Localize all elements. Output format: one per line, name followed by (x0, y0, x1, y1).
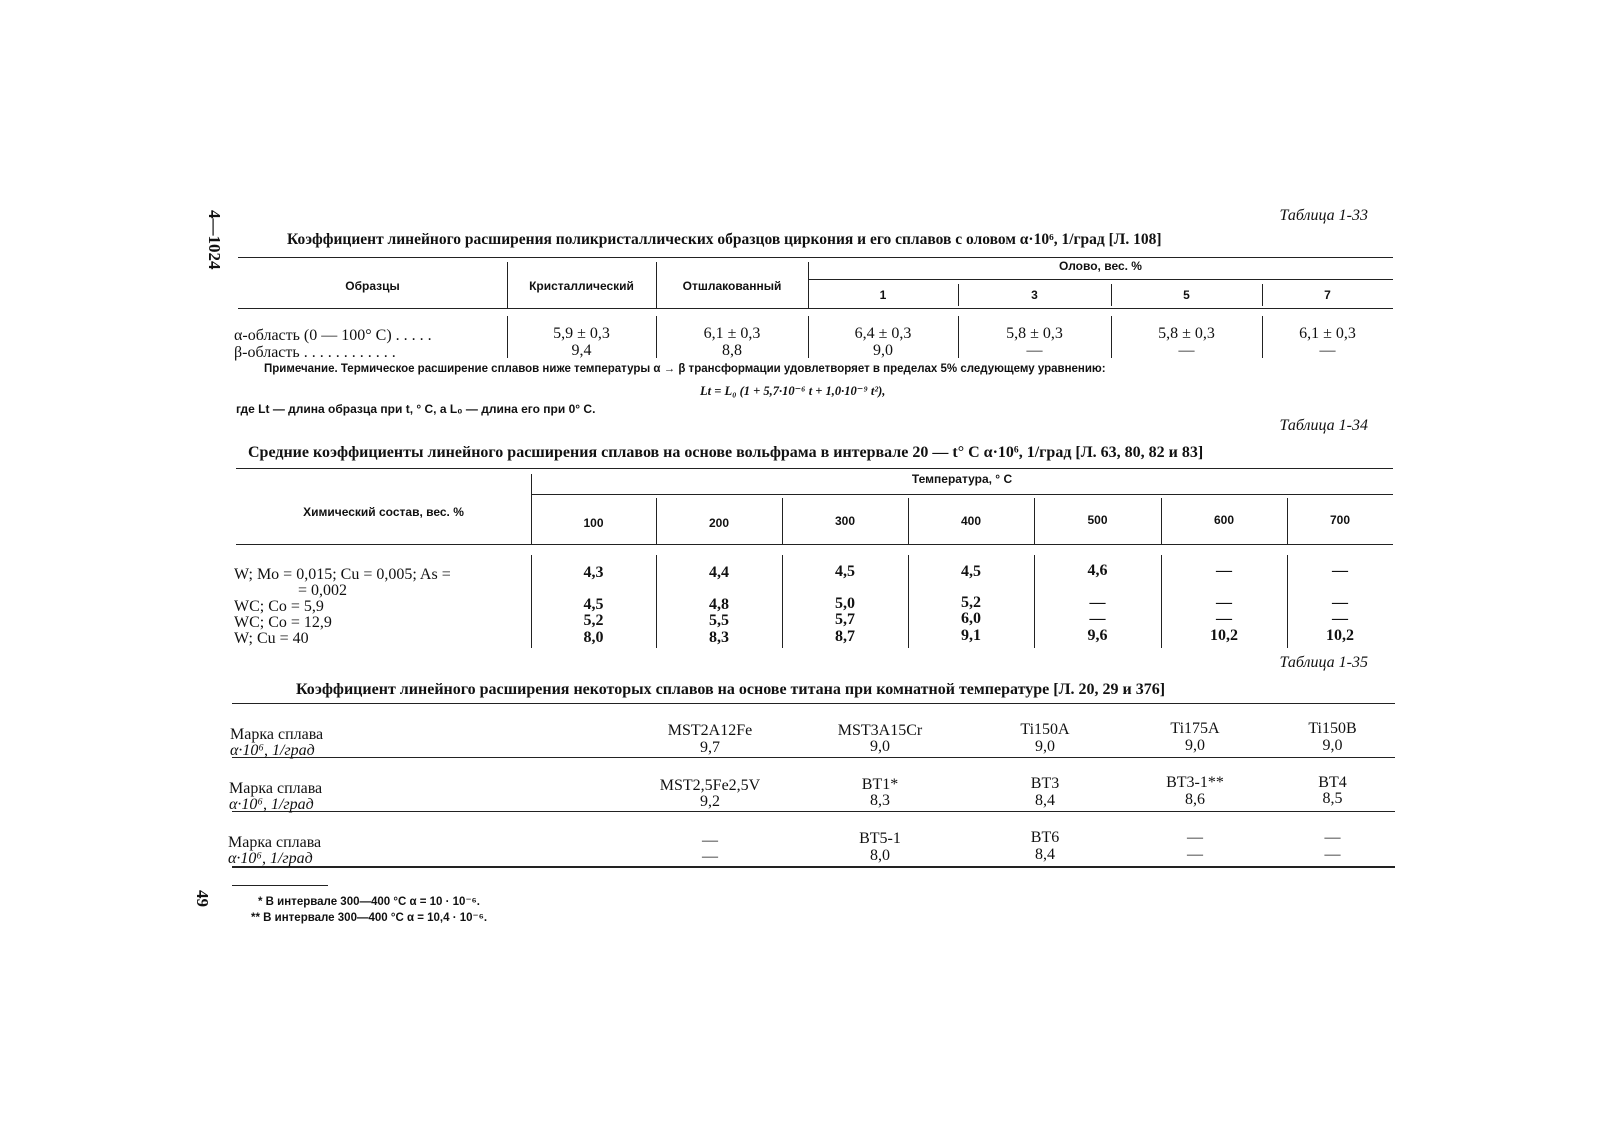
footnote: * В интервале 300—400 °C α = 10 · 10⁻⁶. (258, 896, 481, 908)
table-34-title: Средние коэффициенты линейного расширения сплавов на основе вольфрама в интервале 20 — t° C α·10⁶, 1/град [Л. 63, 80, 82 и 83] (248, 444, 1204, 461)
table-33-title: Коэффициент линейного расширения поликристаллических образцов циркония и его сплавов с оловом α·10⁶, 1/град [Л. 108] (287, 231, 1162, 248)
t35-row-label-alpha: α·10⁶, 1/град (229, 796, 314, 813)
t33-tin-col: 3 (1031, 288, 1038, 302)
t34-cell: 4,3 (583, 564, 604, 581)
t34-temp-col: 700 (1329, 513, 1351, 527)
t34-cell: — (1216, 594, 1232, 611)
t34-cell: 5,2 (961, 594, 981, 611)
t33-top-rule (238, 257, 1393, 258)
t33-col-slag: Отшлакованный (682, 279, 782, 293)
t33-tin-col: 7 (1324, 288, 1331, 302)
t34-row-label: W; Cu = 40 (234, 630, 309, 647)
t34-cell: 6,0 (961, 610, 981, 627)
t33-tin-col: 1 (879, 288, 887, 302)
t35-value: 8,6 (1185, 791, 1205, 808)
t35-value: 8,5 (1322, 790, 1343, 807)
t33-cell: — (1026, 342, 1043, 359)
t34-cell: 5,2 (583, 612, 604, 629)
t35-grade: BT3-1** (1166, 774, 1224, 791)
t33-where: где Lt — длина образца при t, ° C, а L₀ — длина его при 0° C. (236, 402, 596, 416)
t34-cell: — (1216, 610, 1232, 627)
t35-grade: — (1187, 829, 1203, 846)
t34-cell: 5,5 (709, 612, 729, 629)
t33-cell: — (1319, 342, 1336, 359)
t35-grade: BT6 (1030, 829, 1060, 846)
t35-grade: MST3A15Cr (837, 722, 923, 739)
t35-grade: BT4 (1318, 774, 1347, 791)
t33-cell: 5,8 ± 0,3 (1006, 325, 1063, 342)
t34-cell: 4,5 (583, 596, 604, 613)
t34-cell: 4,4 (709, 564, 729, 581)
t34-cell: — (1216, 562, 1232, 579)
t35-value: 9,0 (1322, 737, 1343, 754)
t34-vline (531, 474, 532, 544)
t35-value: 9,0 (1035, 738, 1055, 755)
t34-temp-col: 200 (708, 516, 730, 530)
table-35-label: Таблица 1-35 (1279, 654, 1368, 671)
t35-grade: MST2,5Fe2,5V (659, 777, 761, 794)
t35-grade: MST2A12Fe (667, 722, 753, 739)
t35-value: 9,7 (700, 739, 720, 756)
t35-grade: Ti175A (1170, 720, 1220, 737)
t35-value: 9,2 (700, 793, 720, 810)
t34-cell: 4,6 (1087, 562, 1108, 579)
t34-temp-col: 300 (834, 514, 856, 528)
page-number: 49 (193, 890, 212, 907)
t33-row-label: β-область . . . . . . . . . . . . (234, 344, 396, 361)
t34-col-chem: Химический состав, вес. % (303, 505, 464, 519)
t33-cell: 5,9 ± 0,3 (553, 325, 610, 342)
footnote: ** В интервале 300—400 °C α = 10,4 · 10⁻⁶. (251, 912, 488, 924)
t34-cell: — (1089, 610, 1106, 627)
t35-value: — (1187, 846, 1203, 863)
t35-value: 9,0 (1185, 737, 1205, 754)
t35-value: 8,4 (1035, 846, 1055, 863)
t33-tin-col: 5 (1183, 288, 1190, 302)
t34-row-label-cont: = 0,002 (298, 582, 348, 599)
t34-cell: 10,2 (1326, 627, 1354, 644)
t34-cell: 10,2 (1210, 627, 1238, 644)
t35-value: — (702, 848, 718, 865)
t35-row-label-grade: Марка сплава (228, 834, 322, 851)
t35-row-label-alpha: α·10⁶, 1/град (228, 850, 313, 867)
t33-cell: 9,4 (571, 342, 592, 359)
t35-grade: — (702, 832, 718, 849)
side-header: 4—1024 (205, 210, 224, 270)
t33-formula: Lt = L₀ (1 + 5,7·10⁻⁶ t + 1,0·10⁻⁹ t²), (700, 384, 886, 398)
t35-top-rule (232, 703, 1395, 704)
t35-value: 8,3 (870, 792, 890, 809)
t33-col-tin: Олово, вес. % (1059, 259, 1142, 273)
t33-cell: 9,0 (873, 342, 893, 359)
t35-row-label-grade: Марка сплава (229, 780, 323, 797)
t35-grade: — (1324, 829, 1341, 846)
t34-top-rule (236, 468, 1393, 469)
t35-row-label-grade: Марка сплава (230, 726, 324, 743)
footnote-rule (232, 885, 328, 886)
t33-cell: 6,1 ± 0,3 (1299, 325, 1356, 342)
t34-cell: 8,0 (583, 629, 604, 646)
t35-bottom-rule (232, 866, 1395, 868)
t33-col-samples: Образцы (345, 279, 400, 293)
t35-grade: BT3 (1030, 775, 1060, 792)
t34-temp-col: 500 (1087, 513, 1108, 527)
t33-cell: 6,1 ± 0,3 (703, 325, 761, 342)
t35-group-rule (232, 811, 1395, 812)
t34-temp-col: 600 (1213, 513, 1235, 527)
t34-cell: 5,0 (835, 595, 855, 612)
t34-row-label: W; Mo = 0,015; Cu = 0,005; As = (234, 566, 451, 583)
t34-cell: — (1332, 562, 1348, 579)
t35-group-rule (232, 757, 1395, 758)
t35-value: — (1324, 846, 1341, 863)
t35-value: 8,0 (870, 847, 890, 864)
t34-cell: 4,8 (709, 596, 729, 613)
t34-row-label: WC; Co = 12,9 (234, 614, 332, 631)
t33-cell: 6,4 ± 0,3 (854, 325, 912, 342)
table-34-label: Таблица 1-34 (1279, 417, 1368, 434)
t33-tin-subrule (808, 279, 1393, 280)
t35-grade: BT5-1 (859, 830, 901, 847)
t35-row-label-alpha: α·10⁶, 1/град (230, 742, 315, 759)
t33-cell: 8,8 (722, 342, 742, 359)
t34-cell: 9,1 (961, 627, 981, 644)
t34-cell: 4,5 (835, 563, 855, 580)
t35-value: 9,0 (870, 738, 890, 755)
t35-grade: BT1* (861, 776, 899, 793)
t33-cell: 5,8 ± 0,3 (1158, 325, 1215, 342)
t35-value: 8,4 (1035, 792, 1055, 809)
t34-temp-col: 100 (583, 516, 604, 530)
t35-grade: Ti150A (1020, 721, 1070, 738)
t33-col-cryst: Кристаллический (529, 279, 634, 293)
t33-note: Примечание. Термическое расширение сплавов ниже температуры α → β трансформации удовлетворяет в пределах 5% следующему уравнению: (264, 363, 1106, 375)
table-33-label: Таблица 1-33 (1279, 207, 1368, 224)
t34-temp-subrule (531, 494, 1393, 495)
t34-cell: — (1332, 594, 1348, 611)
t34-temp-col: 400 (960, 514, 982, 528)
t34-col-temp: Температура, ° C (911, 472, 1013, 486)
t35-grade: Ti150B (1308, 720, 1357, 737)
t34-cell: 9,6 (1087, 627, 1108, 644)
t33-row-label: α-область (0 — 100° C) . . . . . (234, 327, 432, 344)
t34-cell: — (1089, 594, 1106, 611)
t34-cell: 4,5 (961, 563, 981, 580)
t34-cell: — (1332, 610, 1348, 627)
t34-cell: 8,7 (835, 628, 855, 645)
t33-header-bottom-rule (238, 308, 1393, 309)
t34-header-bottom-rule (236, 544, 1393, 545)
t34-cell: 5,7 (835, 611, 855, 628)
t33-cell: — (1178, 342, 1195, 359)
t34-cell: 8,3 (709, 629, 729, 646)
t34-row-label: WC; Co = 5,9 (234, 598, 324, 615)
table-35-title: Коэффициент линейного расширения некоторых сплавов на основе титана при комнатной температуре [Л. 20, 29 и 376] (296, 681, 1166, 698)
